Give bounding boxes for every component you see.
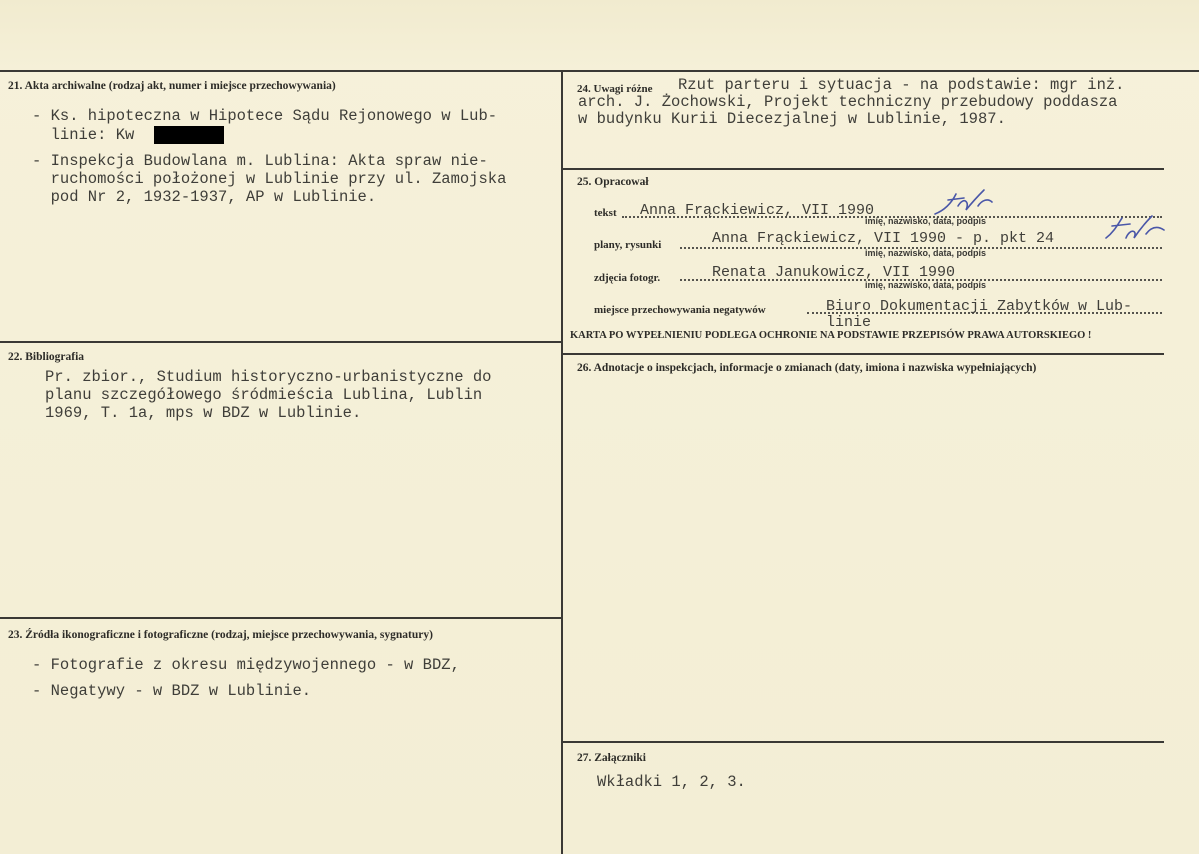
rule-21-22 [0,341,563,343]
redaction-bar [154,126,224,144]
top-band [0,0,1199,70]
section-27-line-1: Wkładki 1, 2, 3. [597,773,746,791]
copyright-notice: KARTA PO WYPEŁNIENIU PODLEGA OCHRONIE NA PODSTAWIE PRZEPISÓW PRAWA AUTORSKIEGO ! [570,330,1092,341]
section-22-line-2: planu szczegółowego śródmieścia Lublina, Lublin [45,386,483,404]
signature-tekst [930,184,1000,224]
rule-24-25 [561,168,1164,170]
section-21-label: 21. Akta archiwalne (rodzaj akt, numer i miejsce przechowywania) [8,80,336,92]
section-24-line-2: arch. J. Żochowski, Projekt techniczny przebudowy poddasza [578,93,1118,111]
signature-plany [1100,212,1170,252]
section-21-line-2: linie: Kw [32,126,135,144]
section-22-line-1: Pr. zbior., Studium historyczno-urbanistyczne do [45,368,492,386]
plany-label: plany, rysunki [594,239,662,251]
plany-hint: imię, nazwisko, data, podpis [865,248,987,258]
section-27-label: 27. Załączniki [577,752,647,764]
top-rule [0,70,1199,72]
tekst-hint: imię, nazwisko, data, podpis [865,216,987,226]
zdjecia-label: zdjęcia fotogr. [594,272,661,284]
section-24-label: 24. Uwagi różne [577,83,653,95]
section-22-line-3: 1969, T. 1a, mps w BDZ w Lublinie. [45,404,362,422]
section-23-label: 23. Źródła ikonograficzne i fotograficzne (rodzaj, miejsce przechowywania, sygnatury) [8,629,433,641]
rule-26-27 [561,741,1164,743]
section-24-line-1: Rzut parteru i sytuacja - na podstawie: mgr inż. [678,76,1125,94]
tekst-value: Anna Frąckiewicz, VII 1990 [640,202,875,219]
miejsce-label: miejsce przechowywania negatywów [594,304,766,316]
section-26-label: 26. Adnotacje o inspekcjach, informacje o zmianach (daty, imiona i nazwiska wypełniających) [577,362,1037,374]
section-23-line-2: - Negatywy - w BDZ w Lublinie. [32,682,312,700]
zdjecia-value: Renata Janukowicz, VII 1990 [712,264,956,281]
section-21-line-4: ruchomości położonej w Lublinie przy ul. Zamojska [32,170,507,188]
miejsce-value-1: Biuro Dokumentacji Zabytków w Lub- [826,298,1133,315]
rule-22-23 [0,617,563,619]
section-22-label: 22. Bibliografia [8,351,85,363]
miejsce-value-2: linie [826,314,872,331]
tekst-label: tekst [594,207,617,219]
zdjecia-hint: imię, nazwisko, data, podpis [865,280,987,290]
section-25-label: 25. Opracował [577,176,649,188]
vertical-divider [561,70,563,854]
section-24-line-3: w budynku Kurii Diecezjalnej w Lublinie, 1987. [578,110,1006,128]
plany-value: Anna Frąckiewicz, VII 1990 - p. pkt 24 [712,230,1055,247]
rule-25-26 [561,353,1164,355]
section-21-line-5: pod Nr 2, 1932-1937, AP w Lublinie. [32,188,377,206]
section-21-line-1: - Ks. hipoteczna w Hipotece Sądu Rejonowego w Lub- [32,107,498,125]
section-21-line-3: - Inspekcja Budowlana m. Lublina: Akta spraw nie- [32,152,488,170]
section-23-line-1: - Fotografie z okresu międzywojennego - w BDZ, [32,656,460,674]
